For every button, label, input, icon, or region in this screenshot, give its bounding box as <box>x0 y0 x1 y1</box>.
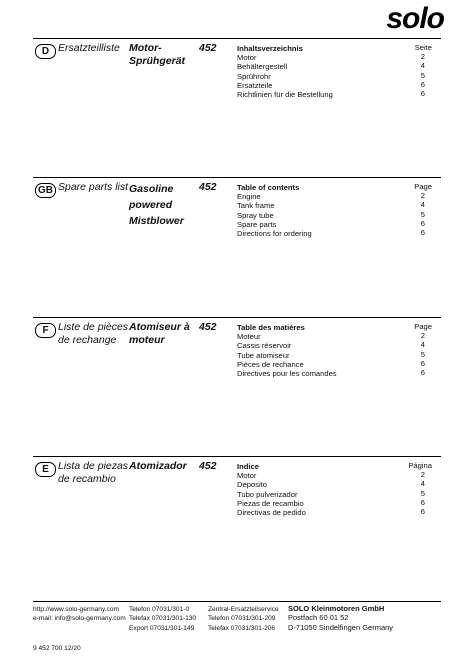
toc-item: Ersatzteile <box>237 80 273 90</box>
page-number: 4 <box>420 340 425 350</box>
section-title: Ersatzteilliste <box>58 42 120 54</box>
city-address: D-71050 Sindelfingen Germany <box>288 622 394 632</box>
toc-item: Richtlinien für die Bestellung <box>237 90 333 100</box>
product-line: Mistblower <box>129 215 184 227</box>
page-heading: Página <box>408 461 432 470</box>
fax-number: Telefax 07031/301-130 <box>129 615 197 623</box>
page-number: 4 <box>420 200 425 210</box>
product-line: moteur <box>129 333 165 346</box>
page-number: 2 <box>420 52 425 62</box>
product-line: Motor- <box>129 42 162 54</box>
document-number: 9 452 700 12/20 <box>33 645 81 652</box>
table-of-contents <box>237 183 367 238</box>
table-of-contents <box>237 462 367 517</box>
footer-company <box>288 604 393 632</box>
website-link[interactable]: http://www.solo-germany.com <box>33 606 119 613</box>
service-phone: Telefon 07031/301-209 <box>208 615 276 623</box>
toc-item: Directives pour les comandes <box>237 369 337 379</box>
product-line: Gasoline <box>129 183 174 195</box>
company-name: SOLO Kleinmotoren GmbH <box>288 604 385 613</box>
page-number: 5 <box>420 70 425 80</box>
language-badge: E <box>35 462 56 477</box>
service-fax: Telefax 07031/301-206 <box>208 624 276 632</box>
product-name <box>129 181 199 229</box>
service-label: Zentral-Ersatzteilservice <box>208 606 279 613</box>
page-numbers <box>392 182 432 237</box>
product-line: Sprühgerät <box>129 54 186 67</box>
section-title: Liste de pièces de rechange <box>58 321 129 346</box>
footer-divider <box>33 601 441 602</box>
toc-item: Spare parts <box>237 219 277 229</box>
toc-item: Moteur <box>237 332 261 342</box>
model-number: 452 <box>199 460 217 472</box>
page-heading: Page <box>414 322 432 331</box>
page-number: 5 <box>420 209 425 219</box>
section-english <box>0 178 474 298</box>
page-numbers <box>392 322 432 377</box>
page-heading: Seite <box>414 43 432 52</box>
page-number: 4 <box>420 479 425 489</box>
solo-logo: solo <box>386 2 444 35</box>
toc-item: Tube atomiseur <box>237 350 290 360</box>
toc-heading: Indice <box>237 462 259 471</box>
toc-item: Pièces de rechance <box>237 359 304 369</box>
page-number: 2 <box>420 470 425 480</box>
toc-heading: Table des matières <box>237 323 305 332</box>
export-number: Export 07031/301-149 <box>129 624 195 632</box>
toc-item: Deposito <box>237 480 267 490</box>
section-french <box>0 318 474 438</box>
product-name <box>129 460 199 473</box>
page-number: 4 <box>420 61 425 71</box>
table-of-contents <box>237 44 367 99</box>
model-number: 452 <box>199 181 217 193</box>
footer-service <box>208 605 279 633</box>
footer-contact <box>33 605 126 624</box>
product-line: powered <box>129 199 173 211</box>
postbox: Postfach 60 01 52 <box>288 613 349 623</box>
page-number: 6 <box>420 79 425 89</box>
table-of-contents <box>237 323 367 378</box>
toc-item: Sprührohr <box>237 71 271 81</box>
toc-item: Piezas de recambio <box>237 498 304 508</box>
toc-item: Tubo pulverizador <box>237 489 298 499</box>
toc-item: Tank frame <box>237 201 275 211</box>
footer <box>0 603 474 670</box>
model-number: 452 <box>199 42 217 54</box>
toc-item: Behältergestell <box>237 62 288 72</box>
product-name <box>129 42 199 67</box>
page-number: 6 <box>420 228 425 238</box>
section-spanish <box>0 457 474 577</box>
language-badge: D <box>35 44 56 59</box>
page-number: 6 <box>420 497 425 507</box>
toc-item: Spray tube <box>237 210 274 220</box>
toc-item: Motor <box>237 471 257 481</box>
section-title: Spare parts list <box>58 181 129 193</box>
phone-number: Telefon 07031/301-0 <box>129 606 190 613</box>
footer-phones <box>129 605 196 633</box>
model-number: 452 <box>199 321 217 333</box>
page-number: 5 <box>420 349 425 359</box>
language-badge: GB <box>35 183 56 198</box>
section-title: Lista de piezas de recambio <box>58 460 129 485</box>
section-german <box>0 39 474 159</box>
page-number: 2 <box>420 191 425 201</box>
language-badge: F <box>35 323 56 338</box>
toc-heading: Table of contents <box>237 183 300 192</box>
page-numbers <box>392 43 432 98</box>
page-number: 5 <box>420 488 425 498</box>
page-heading: Page <box>414 182 432 191</box>
toc-item: Cassis réservoir <box>237 341 292 351</box>
page-number: 6 <box>420 89 425 99</box>
toc-item: Directions for ordering <box>237 229 312 239</box>
toc-item: Motor <box>237 53 257 63</box>
toc-heading: Inhaltsverzeichnis <box>237 44 303 53</box>
product-name <box>129 321 199 346</box>
page-numbers <box>392 461 432 516</box>
page-number: 6 <box>420 218 425 228</box>
product-line: Atomiseur à <box>129 321 190 333</box>
email-link[interactable]: e-mail: info@solo-germany.com <box>33 615 126 623</box>
toc-item: Directivas de pedido <box>237 508 306 518</box>
page-number: 6 <box>420 358 425 368</box>
page-number: 6 <box>420 368 425 378</box>
toc-item: Engine <box>237 192 261 202</box>
product-line: Atomizador <box>129 460 187 472</box>
page-number: 6 <box>420 507 425 517</box>
page-number: 2 <box>420 331 425 341</box>
